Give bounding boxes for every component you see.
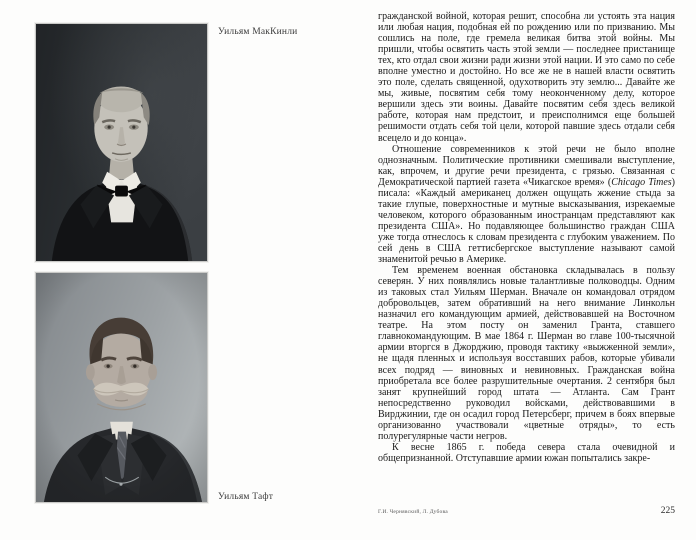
body-paragraph bbox=[378, 11, 675, 144]
body-paragraph bbox=[378, 442, 675, 464]
text-segment: гражданской войной, которая решит, способна ли устоять эта нация или любая нация, подобная ей по рождению или по призванию. Мы сошлись на поле, где гремела великая битва этой войны. Мы пришли, чтобы освятить часть этой земли — последнее пристанище тех, кто отдал свои жизни ради жизни этой нации. И это само по себе вполне уместно и достойно. Но все же не в нашей власти освятить это поле, сделать священной, одухотворить эту землю... Давайте же мы, живые, посвятим себя тому неоконченному делу, которое вершили здесь эти воины. Давайте посвятим себя здесь великой работе, которая нам предстоит, и преисполнимся еще большей решимости отдать себя той цели, которой павшие здесь отдали себя всецело и до конца». bbox=[378, 11, 675, 144]
figure-caption-taft: Уильям Тафт bbox=[218, 492, 274, 502]
page-number: 225 bbox=[660, 506, 675, 516]
body-paragraph bbox=[378, 144, 675, 266]
italic-text-segment: Chicago Times bbox=[611, 176, 672, 188]
figure-caption-mckinley: Уильям МакКинли bbox=[218, 27, 298, 37]
taft-portrait-illustration bbox=[36, 273, 207, 502]
text-segment: Тем временем военная обстановка складывалась в пользу северян. У них появлялись новые талантливые полководцы. Одним из таковых стал Уильям Шерман. Вначале он командовал отрядом добровольцев, затем обративший на него внимание Линкольн назначил его командующим армией, действовавшей на Восточном театре. На этом посту он заменил Гранта, ставшего главнокомандующим. В мае 1864 г. Шерман во главе 100-тысячной армии вторгся в Джорджию, проводя тактику «выжженной земли», не щадя пленных и используя восставших рабов, которые убивали всех подряд — виновных и невиновных. Гражданская война приобретала все более разрушительные очертания. 2 сентября был занят крупнейший город штата — Атланта. Сам Грант непосредственно руководил войсками, действовавшими в Вирджинии, где он осадил город Петерсберг, причем в боях впервые организованно участвовали «цветные отряды», то есть полурегулярные части негров. bbox=[378, 265, 675, 442]
body-text-column bbox=[378, 11, 675, 464]
page-footer bbox=[378, 506, 675, 516]
body-paragraph bbox=[378, 265, 675, 442]
text-segment: ) писала: «Каждый американец должен ощущать жжение стыда за такие глупые, поверхностные и мутные высказывания, изрекаемые человеком, которого образованным иностранцам представляют как президента США». Но подавляющее большинство граждан США уже тогда отнеслось к словам президента с глубоким уважением. По сей день в США геттисбергское выступление называют самой знаменитой речью в Америке. bbox=[378, 176, 675, 266]
mckinley-portrait-illustration bbox=[36, 24, 207, 261]
portrait-photo-taft bbox=[35, 272, 208, 503]
text-segment: К весне 1865 г. победа севера стала очевидной и общепризнанной. Отступавшие армии южан попытались закре- bbox=[378, 441, 675, 464]
footer-authors: Г.И. Чернявский, Л. Дубова bbox=[378, 509, 448, 515]
text-segment: Отношение современников к этой речи не было вполне однозначным. Политические противники смешивали выступление, как, впрочем, и другие речи президента, с грязью. Связанная с Демократической партией газета «Чикагское время» ( bbox=[378, 143, 675, 188]
portrait-photo-mckinley bbox=[35, 23, 208, 262]
